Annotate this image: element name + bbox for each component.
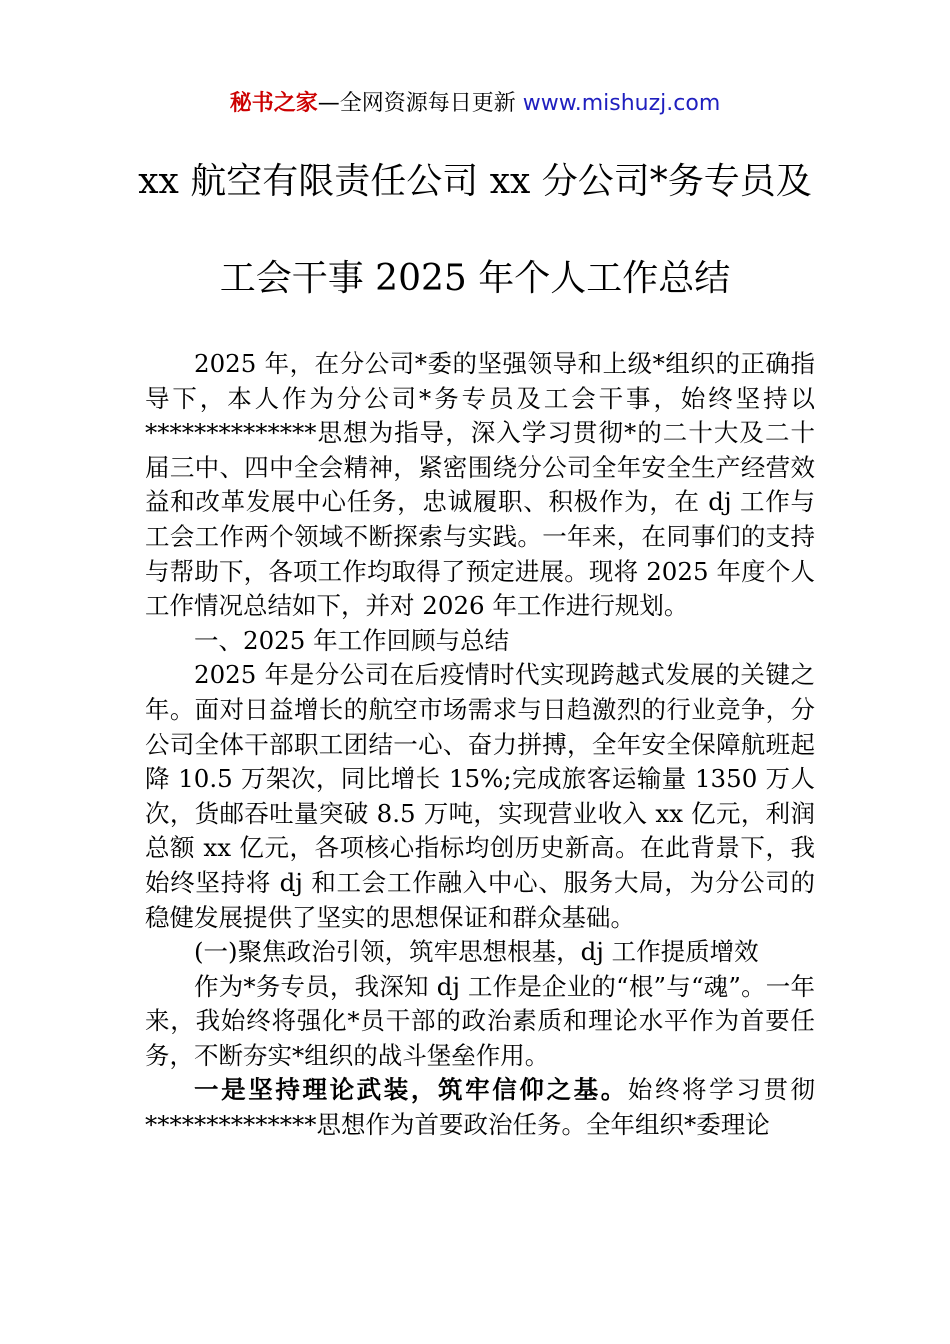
document-title-line-1: xx 航空有限责任公司 xx 分公司*务专员及 [138,161,812,202]
item-1-text: 始终将学习贯彻**************思想作为首要政治任务。全年组织*委理论 [145,1075,816,1140]
section-1-paragraph: 2025 年是分公司在后疫情时代实现跨越式发展的关键之年。面对日益增长的航空市场需求与日趋激烈的行业竞争，分公司全体干部职工团结一心、奋力拼搏，全年安全保障航班起降 10.5 万架次，同比增长 15%;完成旅客运输量 1350 万人次，货邮吞吐量突破 8.5 万吨，实现营业收入 xx 亿元，利润总额 xx 亿元，各项核心指标均创历史新高。在此背景下，我始终坚持将 dj 和工会工作融入中心、服务大局，为分公司的稳健发展提供了坚实的思想保证和群众基础。 [145,660,815,932]
site-brand: 秘书之家 [229,91,318,116]
site-header [0,88,950,120]
subsection-1-paragraph: 作为*务专员，我深知 dj 工作是企业的“根”与“魂”。一年来，我始终将强化*员干部的政治素质和理论水平作为首要任务，不断夯实*组织的战斗堡垒作用。 [145,971,815,1070]
item-1-paragraph [145,1073,815,1142]
site-tagline: —全网资源每日更新 [317,91,523,116]
intro-paragraph: 2025 年，在分公司*委的坚强领导和上级*组织的正确指导下，本人作为分公司*务专员及工会干事，始终坚持以**************思想为指导，深入学习贯彻*的二十大及二十届三中、四中全会精神，紧密围绕分公司全年安全生产经营效益和改革发展中心任务，忠诚履职、积极作为，在 dj 工作与工会工作两个领域不断探索与实践。一年来，在同事们的支持与帮助下，各项工作均取得了预定进展。现将 2025 年度个人工作情况总结如下，并对 2026 年工作进行规划。 [145,349,815,621]
document-title-line-2: 工会干事 2025 年个人工作总结 [219,258,731,299]
item-1-lead: 一是坚持理论武装，筑牢信仰之基。 [194,1075,628,1105]
subsection-1-heading: (一)聚焦政治引领，筑牢思想根基，dj 工作提质增效 [194,937,759,967]
site-url-link[interactable]: www.mishuzj.com [522,91,721,116]
document-body [145,347,815,1143]
section-1-heading: 一、2025 年工作回顾与总结 [194,625,510,655]
